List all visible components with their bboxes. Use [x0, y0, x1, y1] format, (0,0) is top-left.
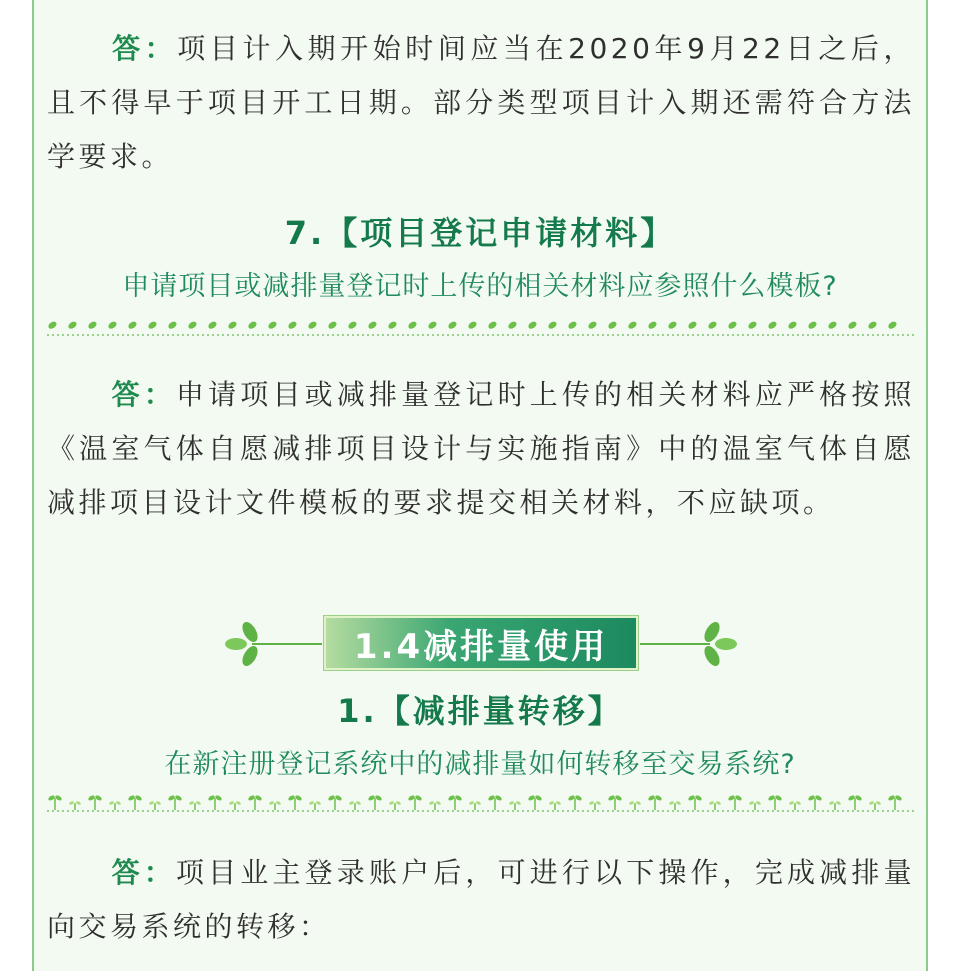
leaf-vine-icon [47, 320, 898, 330]
answer-paragraph-transfer [47, 846, 915, 954]
answer-paragraph-1 [47, 22, 915, 184]
section-banner: 1.4减排量使用 [324, 616, 638, 670]
content-frame-left-border [32, 0, 34, 971]
leaf-vine-divider [47, 316, 915, 338]
sprout-row-icon [47, 795, 902, 810]
question-text-7: 申请项目或减排量登记时上传的相关材料应参照什么模板? [122, 271, 838, 302]
page-margin-left [0, 0, 32, 971]
sprout-row-divider [47, 792, 915, 814]
answer-label: 答： [111, 32, 178, 65]
answer-text-transfer: 项目业主登录账户后，可进行以下操作，完成减排量向交易系统的转移： [47, 856, 915, 943]
page-margin-right [928, 0, 960, 971]
answer-text-7: 申请项目或减排量登记时上传的相关材料应严格按照《温室气体自愿减排项目设计与实施指南》中的温室气体自愿减排项目设计文件模板的要求提交相关材料，不应缺项。 [47, 378, 915, 519]
leaf-sprig-icon [640, 618, 740, 668]
answer-text-1: 项目计入期开始时间应当在2020年9月22日之后，且不得早于项目开工日期。部分类型项目计入期还需符合方法学要求。 [47, 32, 915, 173]
question-title-7: 7.【项目登记申请材料】 [284, 214, 676, 252]
content-frame-right-border [926, 0, 928, 971]
answer-label: 答： [111, 378, 176, 411]
leaf-sprig-icon [222, 618, 322, 668]
answer-paragraph-7 [47, 368, 915, 530]
answer-label: 答： [111, 856, 176, 889]
question-text-1: 在新注册登记系统中的减排量如何转移至交易系统? [164, 749, 796, 780]
question-title-1: 1.【减排量转移】 [337, 692, 623, 730]
